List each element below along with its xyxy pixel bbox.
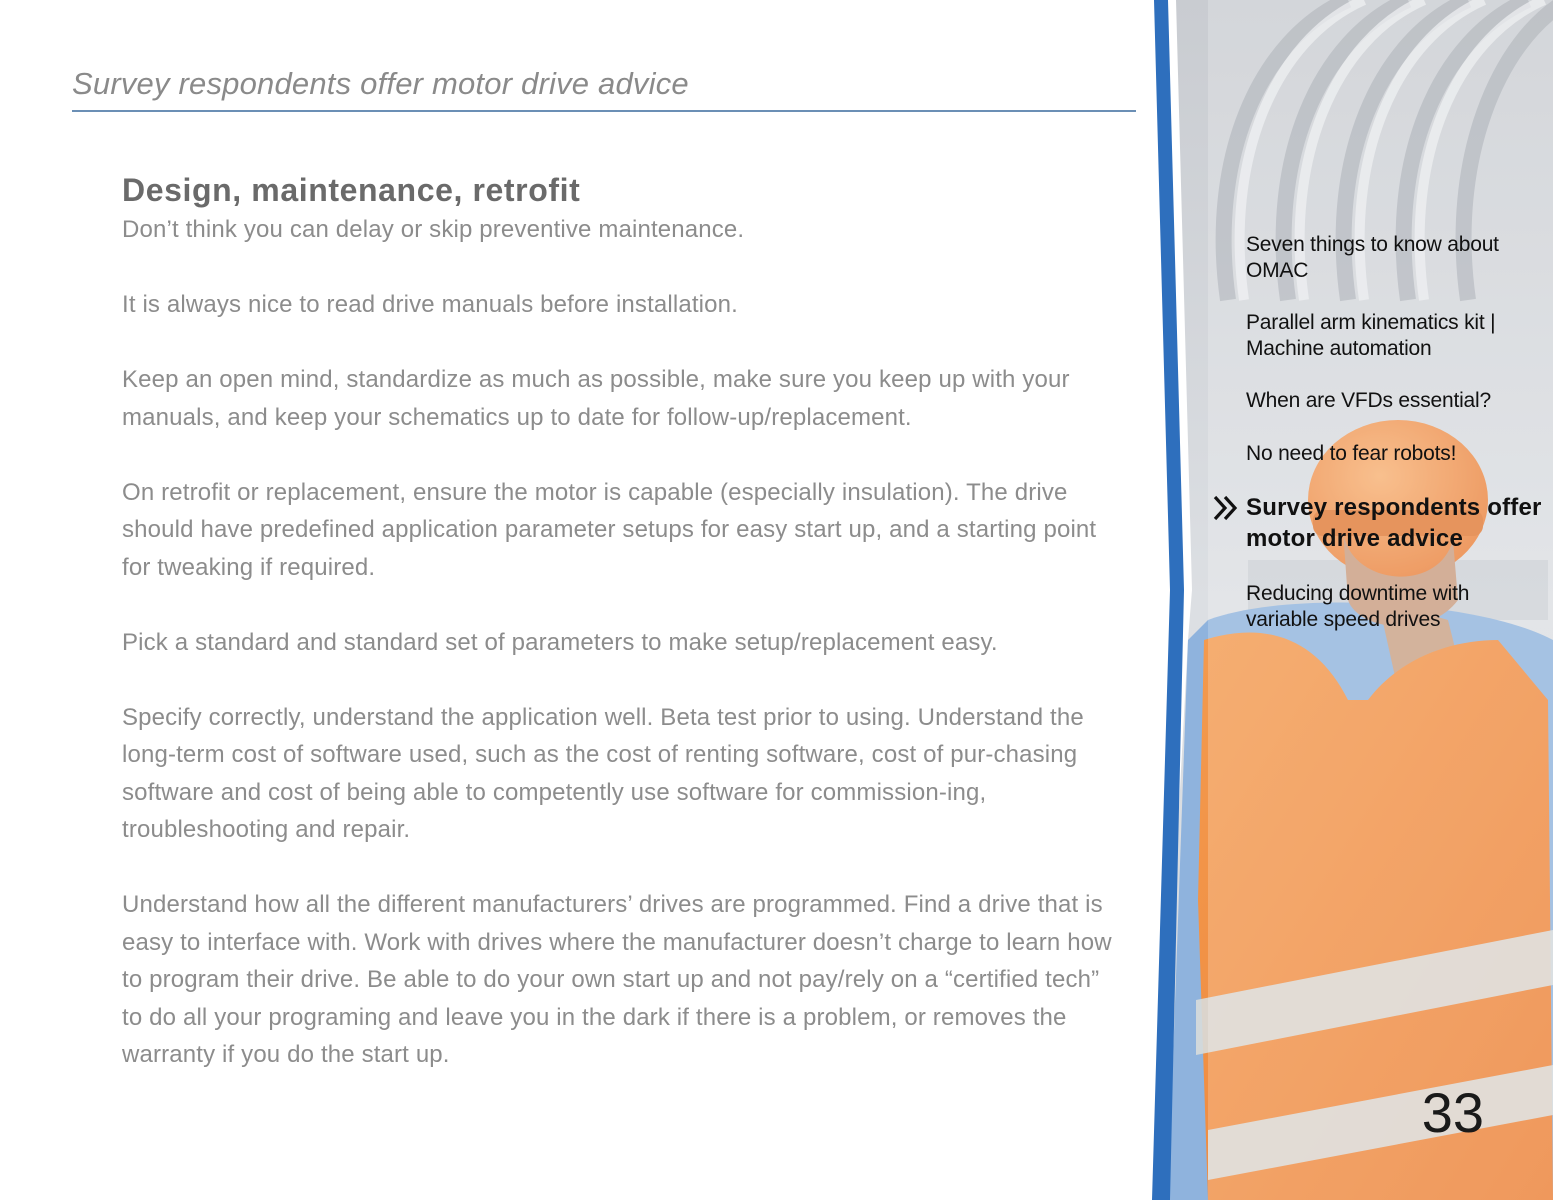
sidebar-item-vfds[interactable]: When are VFDs essential?: [1246, 389, 1491, 412]
article-heading: Design, maintenance, retrofit: [122, 172, 581, 208]
paragraph: Don’t think you can delay or skip preventive maintenance.: [122, 216, 745, 243]
page-number: 33: [1421, 1081, 1484, 1144]
sidebar-nav: [1246, 232, 1546, 632]
paragraph: Keep an open mind, standardize as much as possible, make sure you keep up with your manuals, and keep your schematics up to date for follow-up/replacement.: [122, 366, 1070, 431]
sidebar-item-label: Survey respondents offer motor drive advice: [1246, 494, 1542, 552]
sidebar-item-reducing-downtime[interactable]: Reducing downtime with variable speed drives: [1246, 582, 1470, 631]
article-body: [122, 172, 1122, 1074]
paragraph: It is always nice to read drive manuals before installation.: [122, 291, 738, 318]
sidebar-item-parallel-arm-kinematics[interactable]: Parallel arm kinematics kit | Machine automation: [1246, 311, 1496, 360]
section-header: [72, 62, 1136, 112]
sidebar-item-robots[interactable]: No need to fear robots!: [1246, 441, 1457, 465]
paragraph: Pick a standard and standard set of parameters to make setup/replacement easy.: [122, 628, 998, 656]
paragraph: Understand how all the different manufacturers’ drives are programmed. Find a drive that is easy to interface with. Work with drives where the manufacturer doesn’t charge to learn how to program their drive. Be able to do your own start up and not pay/rely on a “certified tech” to do all your programing and leave you in the dark if there is a problem, or removes the warranty if you do the start up.: [122, 891, 1112, 1068]
double-chevron-right-icon: [1212, 495, 1240, 530]
paragraph: Specify correctly, understand the application well. Beta test prior to using. Understand the long-term cost of software used, such as the cost of renting software, cost of pur-chasing software and cost of being able to competently use software for commission-ing, troubleshooting and repair.: [122, 703, 1084, 843]
sidebar-item-omac[interactable]: Seven things to know about OMAC: [1246, 233, 1499, 282]
sidebar-item-survey-respondents[interactable]: [1246, 493, 1546, 554]
paragraph: On retrofit or replacement, ensure the motor is capable (especially insulation). The drive should have predefined application parameter setups for easy start up, and a starting point for tweaking if required.: [122, 478, 1097, 581]
section-title: Survey respondents offer motor drive advice: [72, 66, 689, 101]
sidebar: [1148, 0, 1553, 1200]
